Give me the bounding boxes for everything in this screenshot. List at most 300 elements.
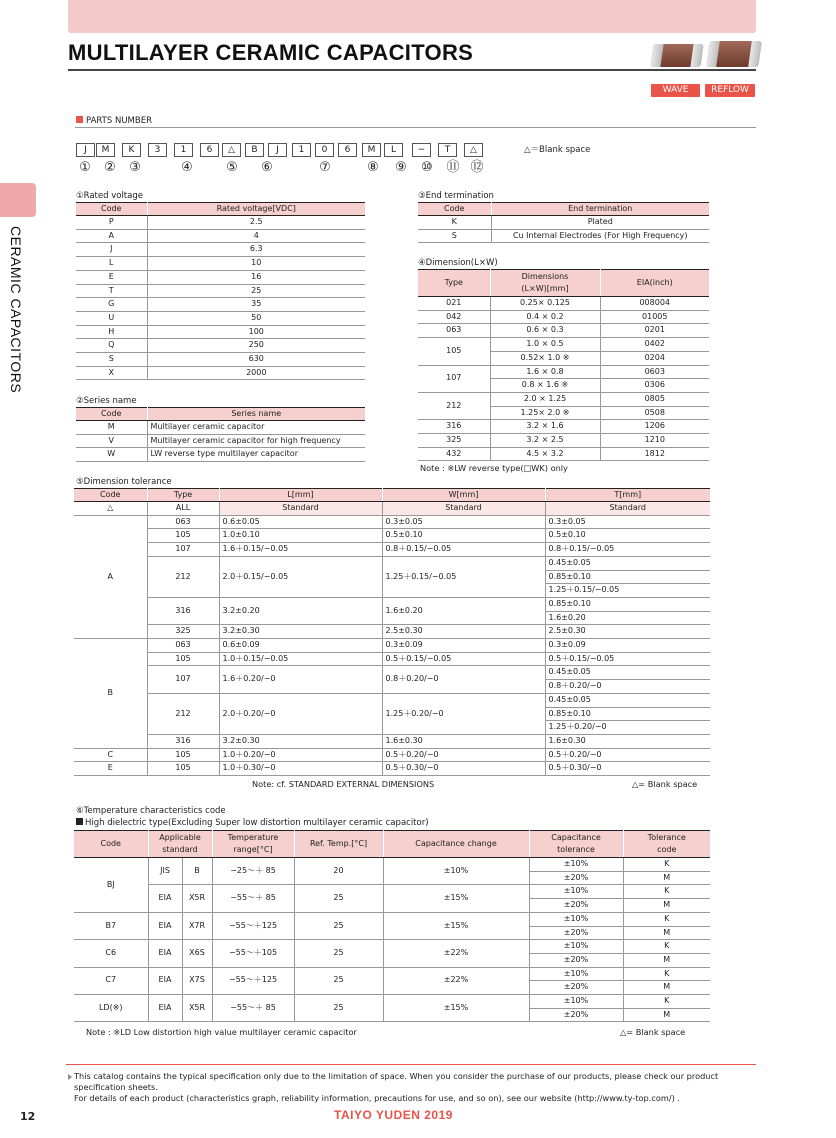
table-cell: ±20% bbox=[529, 953, 623, 967]
table-row bbox=[76, 243, 365, 257]
table-cell: 212 bbox=[147, 556, 219, 597]
table-cell: M bbox=[623, 871, 710, 885]
table-cell: Plated bbox=[491, 216, 709, 230]
table-cell: BJ bbox=[74, 858, 148, 913]
table-cell: 0.6±0.09 bbox=[219, 639, 382, 653]
table-cell: T bbox=[76, 284, 147, 298]
part-number-box: 3 bbox=[148, 143, 167, 157]
table-cell: 25 bbox=[294, 885, 383, 912]
table-cell: ALL bbox=[147, 502, 219, 516]
dimension-tolerance-table bbox=[74, 488, 710, 776]
table-cell: 107 bbox=[147, 543, 219, 557]
table-cell: 0603 bbox=[600, 365, 709, 379]
table-cell: 630 bbox=[147, 353, 365, 367]
table-cell: C bbox=[74, 748, 147, 762]
table-cell: 0.85±0.10 bbox=[545, 597, 710, 611]
table-cell: 212 bbox=[418, 392, 490, 419]
end-termination-table bbox=[418, 202, 709, 243]
table-cell: 0.6 × 0.3 bbox=[490, 324, 600, 338]
table-cell: 212 bbox=[147, 693, 219, 734]
col-header: Temperature range[°C] bbox=[212, 831, 294, 858]
table-cell: 1.6±0.30 bbox=[545, 734, 710, 748]
col-header: Code bbox=[418, 203, 491, 216]
table-row bbox=[74, 912, 710, 926]
col-header: Code bbox=[74, 831, 148, 858]
part-number-box: 6 bbox=[338, 143, 357, 157]
part-number-index: ④ bbox=[181, 160, 193, 175]
table-cell: K bbox=[623, 995, 710, 1009]
table-cell: P bbox=[76, 216, 147, 230]
table-cell: Standard bbox=[545, 502, 710, 516]
table-cell: K bbox=[623, 967, 710, 981]
table-cell: 1.25＋0.15/−0.05 bbox=[545, 584, 710, 598]
table-cell: 0.8＋0.20/−0 bbox=[545, 680, 710, 694]
table-cell: 107 bbox=[418, 365, 490, 392]
table-cell: 0.3±0.09 bbox=[545, 639, 710, 653]
table-cell: 0204 bbox=[600, 351, 709, 365]
part-number-box: M bbox=[96, 143, 115, 157]
table-cell: 325 bbox=[147, 625, 219, 639]
table-row bbox=[74, 502, 710, 516]
table-cell: 3.2±0.30 bbox=[219, 734, 382, 748]
temperature-table bbox=[74, 830, 710, 1022]
part-number-index: ② bbox=[104, 160, 116, 175]
table-row bbox=[418, 392, 709, 406]
table-cell: 0.5＋0.30/−0 bbox=[545, 762, 710, 776]
col-header: Type bbox=[418, 270, 490, 297]
table-cell: X6S bbox=[182, 940, 212, 967]
table-cell: △ bbox=[74, 502, 147, 516]
table-cell: W bbox=[76, 448, 147, 462]
table-cell: 105 bbox=[147, 652, 219, 666]
table-cell: LW reverse type multilayer capacitor bbox=[147, 448, 365, 462]
table-cell: ±20% bbox=[529, 1008, 623, 1022]
table-cell: 105 bbox=[147, 529, 219, 543]
table-row bbox=[418, 434, 709, 448]
table-cell: ±15% bbox=[383, 995, 529, 1022]
table-row bbox=[74, 515, 710, 529]
table-cell: 2.0＋0.20/−0 bbox=[219, 693, 382, 734]
table-row bbox=[74, 639, 710, 653]
table-row bbox=[76, 284, 365, 298]
table-cell: Standard bbox=[382, 502, 545, 516]
table-cell: B7 bbox=[74, 912, 148, 939]
table-cell: 4 bbox=[147, 229, 365, 243]
table-cell: 3.2±0.20 bbox=[219, 597, 382, 624]
col-header: Dimensions (L×W)[mm] bbox=[490, 270, 600, 297]
table-cell: 316 bbox=[147, 597, 219, 624]
top-banner bbox=[68, 0, 756, 33]
table-cell: 01005 bbox=[600, 310, 709, 324]
table-cell: ±20% bbox=[529, 899, 623, 913]
divider bbox=[75, 127, 756, 128]
table-cell: 316 bbox=[418, 420, 490, 434]
table-row bbox=[76, 270, 365, 284]
part-number-box: △ bbox=[222, 143, 241, 157]
part-number-index: ⑨ bbox=[395, 160, 407, 175]
col-header: Tolerance code bbox=[623, 831, 710, 858]
table-cell: V bbox=[76, 434, 147, 448]
side-tab bbox=[0, 183, 36, 217]
table-row bbox=[76, 298, 365, 312]
part-number-index: ⑪ bbox=[446, 160, 460, 175]
table-cell: ±20% bbox=[529, 871, 623, 885]
table-row bbox=[76, 257, 365, 271]
table-cell: Cu Internal Electrodes (For High Frequency) bbox=[491, 229, 709, 243]
table-row bbox=[76, 421, 365, 435]
table-cell: Multilayer ceramic capacitor for high frequency bbox=[147, 434, 365, 448]
table-row bbox=[418, 447, 709, 461]
table-cell: 0.3±0.09 bbox=[382, 639, 545, 653]
table-cell: 1.6 × 0.8 bbox=[490, 365, 600, 379]
table-cell: 1.6±0.20 bbox=[382, 597, 545, 624]
table-cell: M bbox=[623, 981, 710, 995]
part-number-box: 6 bbox=[200, 143, 219, 157]
table-cell: M bbox=[76, 421, 147, 435]
part-number-box: K bbox=[122, 143, 141, 157]
table-cell: 0.45±0.05 bbox=[545, 556, 710, 570]
table-cell: 0.8＋0.15/−0.05 bbox=[545, 543, 710, 557]
table-cell: 1.25＋0.20/−0 bbox=[382, 693, 545, 734]
temperature-subheading: High dielectric type(Excluding Super low distortion multilayer ceramic capacitor) bbox=[76, 818, 429, 828]
rated-voltage-table bbox=[76, 202, 365, 380]
table-cell: −55～＋125 bbox=[212, 967, 294, 994]
part-number-box: J bbox=[268, 143, 287, 157]
part-number-box: M bbox=[362, 143, 381, 157]
table-cell: 2.5 bbox=[147, 216, 365, 230]
table-cell: 0.5＋0.30/−0 bbox=[382, 762, 545, 776]
table-cell: 25 bbox=[294, 940, 383, 967]
table-row bbox=[418, 310, 709, 324]
table-row bbox=[74, 556, 710, 570]
table-cell: C6 bbox=[74, 940, 148, 967]
table-cell: S bbox=[418, 229, 491, 243]
tolerance-blank-note: △= Blank space bbox=[632, 779, 698, 789]
table-cell: 6.3 bbox=[147, 243, 365, 257]
brand-logo: TAIYO YUDEN 2019 bbox=[334, 1108, 453, 1122]
table-cell: 0402 bbox=[600, 338, 709, 352]
page-title: MULTILAYER CERAMIC CAPACITORS bbox=[68, 40, 474, 65]
table-cell: M bbox=[623, 926, 710, 940]
dimension-note: Note : ※LW reverse type(□WK) only bbox=[420, 463, 568, 473]
table-row bbox=[74, 543, 710, 557]
table-cell: B bbox=[182, 858, 212, 885]
table-cell: 0508 bbox=[600, 406, 709, 420]
table-cell: X bbox=[76, 366, 147, 380]
table-cell: ±10% bbox=[529, 995, 623, 1009]
footer-disclaimer: This catalog contains the typical specification only due to the limitation of space. When you consider the purchase of our products, please check our product specification sheets. For details of each product (characteristics graph, reliability information, precautions for use, and so on), see our website (http://www.ty-top.com/) . bbox=[74, 1071, 764, 1104]
table-cell: 100 bbox=[147, 325, 365, 339]
table-cell: 2.5±0.30 bbox=[545, 625, 710, 639]
table-cell: 2.0 × 1.25 bbox=[490, 392, 600, 406]
table-row bbox=[74, 693, 710, 707]
col-header: T[mm] bbox=[545, 489, 710, 502]
col-header: Capacitance tolerance bbox=[529, 831, 623, 858]
table-cell: 25 bbox=[294, 995, 383, 1022]
table-cell: ±20% bbox=[529, 981, 623, 995]
table-cell: 021 bbox=[418, 297, 490, 311]
part-number-box: 1 bbox=[174, 143, 193, 157]
table-row bbox=[76, 434, 365, 448]
part-number-index: ① bbox=[79, 160, 91, 175]
table-cell: EIA bbox=[148, 940, 182, 967]
table-cell: K bbox=[623, 912, 710, 926]
parts-number-heading: PARTS NUMBER bbox=[76, 116, 152, 126]
table-cell: Q bbox=[76, 339, 147, 353]
part-number-index: ⑥ bbox=[261, 160, 273, 175]
table-cell: 35 bbox=[147, 298, 365, 312]
table-cell: 0.3±0.05 bbox=[382, 515, 545, 529]
table-cell: 0.6±0.05 bbox=[219, 515, 382, 529]
table-row bbox=[74, 652, 710, 666]
table-cell: ±20% bbox=[529, 926, 623, 940]
table-cell: 20 bbox=[294, 858, 383, 885]
end-termination-heading: ③End termination bbox=[418, 191, 494, 201]
table-row bbox=[418, 216, 709, 230]
table-row bbox=[74, 734, 710, 748]
table-cell: −55～＋125 bbox=[212, 912, 294, 939]
part-number-box: T bbox=[438, 143, 457, 157]
table-cell: 0.5＋0.15/−0.05 bbox=[382, 652, 545, 666]
table-cell: 1.0±0.10 bbox=[219, 529, 382, 543]
table-cell: 1.25＋0.20/−0 bbox=[545, 721, 710, 735]
table-cell: X5R bbox=[182, 995, 212, 1022]
table-cell: K bbox=[623, 940, 710, 954]
footer-divider bbox=[66, 1064, 756, 1065]
col-header: Ref. Temp.[°C] bbox=[294, 831, 383, 858]
table-cell: 0306 bbox=[600, 379, 709, 393]
table-cell: U bbox=[76, 311, 147, 325]
table-row bbox=[74, 940, 710, 954]
table-cell: 4.5 × 3.2 bbox=[490, 447, 600, 461]
table-cell: 432 bbox=[418, 447, 490, 461]
table-row bbox=[76, 325, 365, 339]
table-cell: 107 bbox=[147, 666, 219, 693]
table-cell: 0.45±0.05 bbox=[545, 666, 710, 680]
square-bullet-icon bbox=[76, 116, 83, 123]
table-cell: 2.0＋0.15/−0.05 bbox=[219, 556, 382, 597]
series-name-heading: ②Series name bbox=[76, 396, 137, 406]
col-header: EIA(inch) bbox=[600, 270, 709, 297]
table-cell: 0.5＋0.20/−0 bbox=[382, 748, 545, 762]
table-cell: Standard bbox=[219, 502, 382, 516]
table-cell: C7 bbox=[74, 967, 148, 994]
table-cell: ±10% bbox=[529, 967, 623, 981]
table-cell: LD(※) bbox=[74, 995, 148, 1022]
table-cell: 0.52× 1.0 ※ bbox=[490, 351, 600, 365]
table-cell: ±22% bbox=[383, 967, 529, 994]
temperature-note: Note : ※LD Low distortion high value multilayer ceramic capacitor bbox=[86, 1027, 357, 1037]
table-cell: G bbox=[76, 298, 147, 312]
rated-voltage-heading: ①Rated voltage bbox=[76, 191, 143, 201]
table-cell: 1.0 × 0.5 bbox=[490, 338, 600, 352]
table-cell: ±22% bbox=[383, 940, 529, 967]
col-header: Rated voltage[VDC] bbox=[147, 203, 365, 216]
title-underline bbox=[68, 69, 756, 71]
table-cell: B bbox=[74, 639, 147, 749]
dimension-tolerance-heading: ⑤Dimension tolerance bbox=[76, 477, 172, 487]
table-cell: 105 bbox=[147, 762, 219, 776]
tolerance-note: Note: cf. STANDARD EXTERNAL DIMENSIONS bbox=[252, 779, 435, 789]
square-bullet-icon bbox=[76, 818, 83, 825]
table-cell: 0.25× 0.125 bbox=[490, 297, 600, 311]
dimension-heading: ④Dimension(L×W) bbox=[418, 258, 498, 268]
table-cell: 0.8＋0.15/−0.05 bbox=[382, 543, 545, 557]
table-cell: 3.2 × 1.6 bbox=[490, 420, 600, 434]
part-number-index: ⑧ bbox=[367, 160, 379, 175]
table-row bbox=[418, 338, 709, 352]
table-cell: X7S bbox=[182, 967, 212, 994]
col-header: Code bbox=[76, 408, 147, 421]
table-cell: 0.4 × 0.2 bbox=[490, 310, 600, 324]
table-cell: 1210 bbox=[600, 434, 709, 448]
table-cell: 0.8＋0.20/−0 bbox=[382, 666, 545, 693]
table-cell: Multilayer ceramic capacitor bbox=[147, 421, 365, 435]
table-cell: L bbox=[76, 257, 147, 271]
table-cell: 0.5＋0.15/−0.05 bbox=[545, 652, 710, 666]
table-cell: 25 bbox=[147, 284, 365, 298]
table-cell: ±10% bbox=[529, 940, 623, 954]
table-row bbox=[74, 597, 710, 611]
table-cell: EIA bbox=[148, 967, 182, 994]
table-cell: X5R bbox=[182, 885, 212, 912]
table-row bbox=[76, 366, 365, 380]
table-row bbox=[418, 229, 709, 243]
part-number-box: △ bbox=[464, 143, 483, 157]
table-row bbox=[76, 353, 365, 367]
table-cell: A bbox=[74, 515, 147, 638]
part-number-box: J bbox=[76, 143, 95, 157]
table-cell: 0.8 × 1.6 ※ bbox=[490, 379, 600, 393]
series-name-table bbox=[76, 407, 365, 462]
table-cell: 063 bbox=[147, 515, 219, 529]
table-row bbox=[74, 666, 710, 680]
table-cell: 0.5±0.10 bbox=[545, 529, 710, 543]
temperature-heading: ⑥Temperature characteristics code bbox=[76, 806, 226, 816]
table-row bbox=[74, 625, 710, 639]
table-row bbox=[76, 339, 365, 353]
table-cell: X7R bbox=[182, 912, 212, 939]
table-row bbox=[74, 885, 710, 899]
capacitor-chip-image bbox=[706, 41, 762, 67]
table-cell: 0.85±0.10 bbox=[545, 570, 710, 584]
part-number-box: 1 bbox=[292, 143, 311, 157]
table-cell: 50 bbox=[147, 311, 365, 325]
table-cell: ±10% bbox=[529, 858, 623, 872]
col-header: Capacitance change bbox=[383, 831, 529, 858]
table-row bbox=[418, 324, 709, 338]
table-cell: 25 bbox=[294, 967, 383, 994]
col-header: L[mm] bbox=[219, 489, 382, 502]
table-cell: 25 bbox=[294, 912, 383, 939]
col-header: W[mm] bbox=[382, 489, 545, 502]
table-cell: −55～＋105 bbox=[212, 940, 294, 967]
table-row bbox=[74, 529, 710, 543]
table-row bbox=[76, 229, 365, 243]
col-header: End termination bbox=[491, 203, 709, 216]
table-cell: 1.0＋0.30/−0 bbox=[219, 762, 382, 776]
part-number-index: ③ bbox=[129, 160, 141, 175]
table-row bbox=[76, 311, 365, 325]
table-cell: 105 bbox=[418, 338, 490, 365]
col-header: Code bbox=[74, 489, 147, 502]
part-number-index: ⑤ bbox=[226, 160, 238, 175]
table-cell: 1.6＋0.20/−0 bbox=[219, 666, 382, 693]
table-row bbox=[74, 762, 710, 776]
table-cell: 10 bbox=[147, 257, 365, 271]
table-cell: 250 bbox=[147, 339, 365, 353]
part-number-box: 0 bbox=[315, 143, 334, 157]
table-cell: 2.5±0.30 bbox=[382, 625, 545, 639]
table-cell: ±10% bbox=[529, 885, 623, 899]
table-cell: −55～＋ 85 bbox=[212, 995, 294, 1022]
table-cell: S bbox=[76, 353, 147, 367]
table-cell: 16 bbox=[147, 270, 365, 284]
part-number-box: − bbox=[412, 143, 431, 157]
table-cell: 3.2 × 2.5 bbox=[490, 434, 600, 448]
table-row bbox=[74, 967, 710, 981]
table-cell: 1.0＋0.20/−0 bbox=[219, 748, 382, 762]
side-label: CERAMIC CAPACITORS bbox=[8, 226, 24, 394]
table-cell: K bbox=[418, 216, 491, 230]
col-header: Applicable standard bbox=[148, 831, 212, 858]
table-row bbox=[74, 858, 710, 872]
table-cell: M bbox=[623, 899, 710, 913]
table-cell: K bbox=[623, 885, 710, 899]
table-cell: 063 bbox=[418, 324, 490, 338]
part-number-box: B bbox=[245, 143, 264, 157]
blank-space-note: △＝Blank space bbox=[524, 145, 591, 155]
temperature-blank-note: △= Blank space bbox=[620, 1027, 686, 1037]
table-cell: 1.6±0.20 bbox=[545, 611, 710, 625]
table-cell: 0805 bbox=[600, 392, 709, 406]
col-header: Code bbox=[76, 203, 147, 216]
table-cell: 0.85±0.10 bbox=[545, 707, 710, 721]
table-row bbox=[74, 995, 710, 1009]
table-cell: A bbox=[76, 229, 147, 243]
part-number-index: ⑦ bbox=[319, 160, 331, 175]
table-cell: −25～＋ 85 bbox=[212, 858, 294, 885]
table-cell: ±10% bbox=[529, 912, 623, 926]
table-cell: ±10% bbox=[383, 858, 529, 885]
table-row bbox=[418, 297, 709, 311]
table-cell: J bbox=[76, 243, 147, 257]
part-number-index: ⑩ bbox=[421, 160, 433, 175]
table-cell: 3.2±0.30 bbox=[219, 625, 382, 639]
table-cell: M bbox=[623, 953, 710, 967]
part-number-box: L bbox=[384, 143, 403, 157]
table-cell: 1206 bbox=[600, 420, 709, 434]
table-cell: 1.25× 2.0 ※ bbox=[490, 406, 600, 420]
reflow-tag: REFLOW bbox=[705, 84, 755, 97]
table-cell: K bbox=[623, 858, 710, 872]
table-cell: M bbox=[623, 1008, 710, 1022]
col-header: Series name bbox=[147, 408, 365, 421]
table-cell: 008004 bbox=[600, 297, 709, 311]
table-row bbox=[76, 448, 365, 462]
table-cell: 1.6±0.30 bbox=[382, 734, 545, 748]
table-cell: ±15% bbox=[383, 885, 529, 912]
table-cell: JIS bbox=[148, 858, 182, 885]
table-row bbox=[418, 420, 709, 434]
table-cell: 325 bbox=[418, 434, 490, 448]
table-cell: 1812 bbox=[600, 447, 709, 461]
table-cell: 042 bbox=[418, 310, 490, 324]
table-row bbox=[418, 365, 709, 379]
table-cell: 0.3±0.05 bbox=[545, 515, 710, 529]
table-cell: 316 bbox=[147, 734, 219, 748]
arrow-icon bbox=[68, 1074, 72, 1080]
